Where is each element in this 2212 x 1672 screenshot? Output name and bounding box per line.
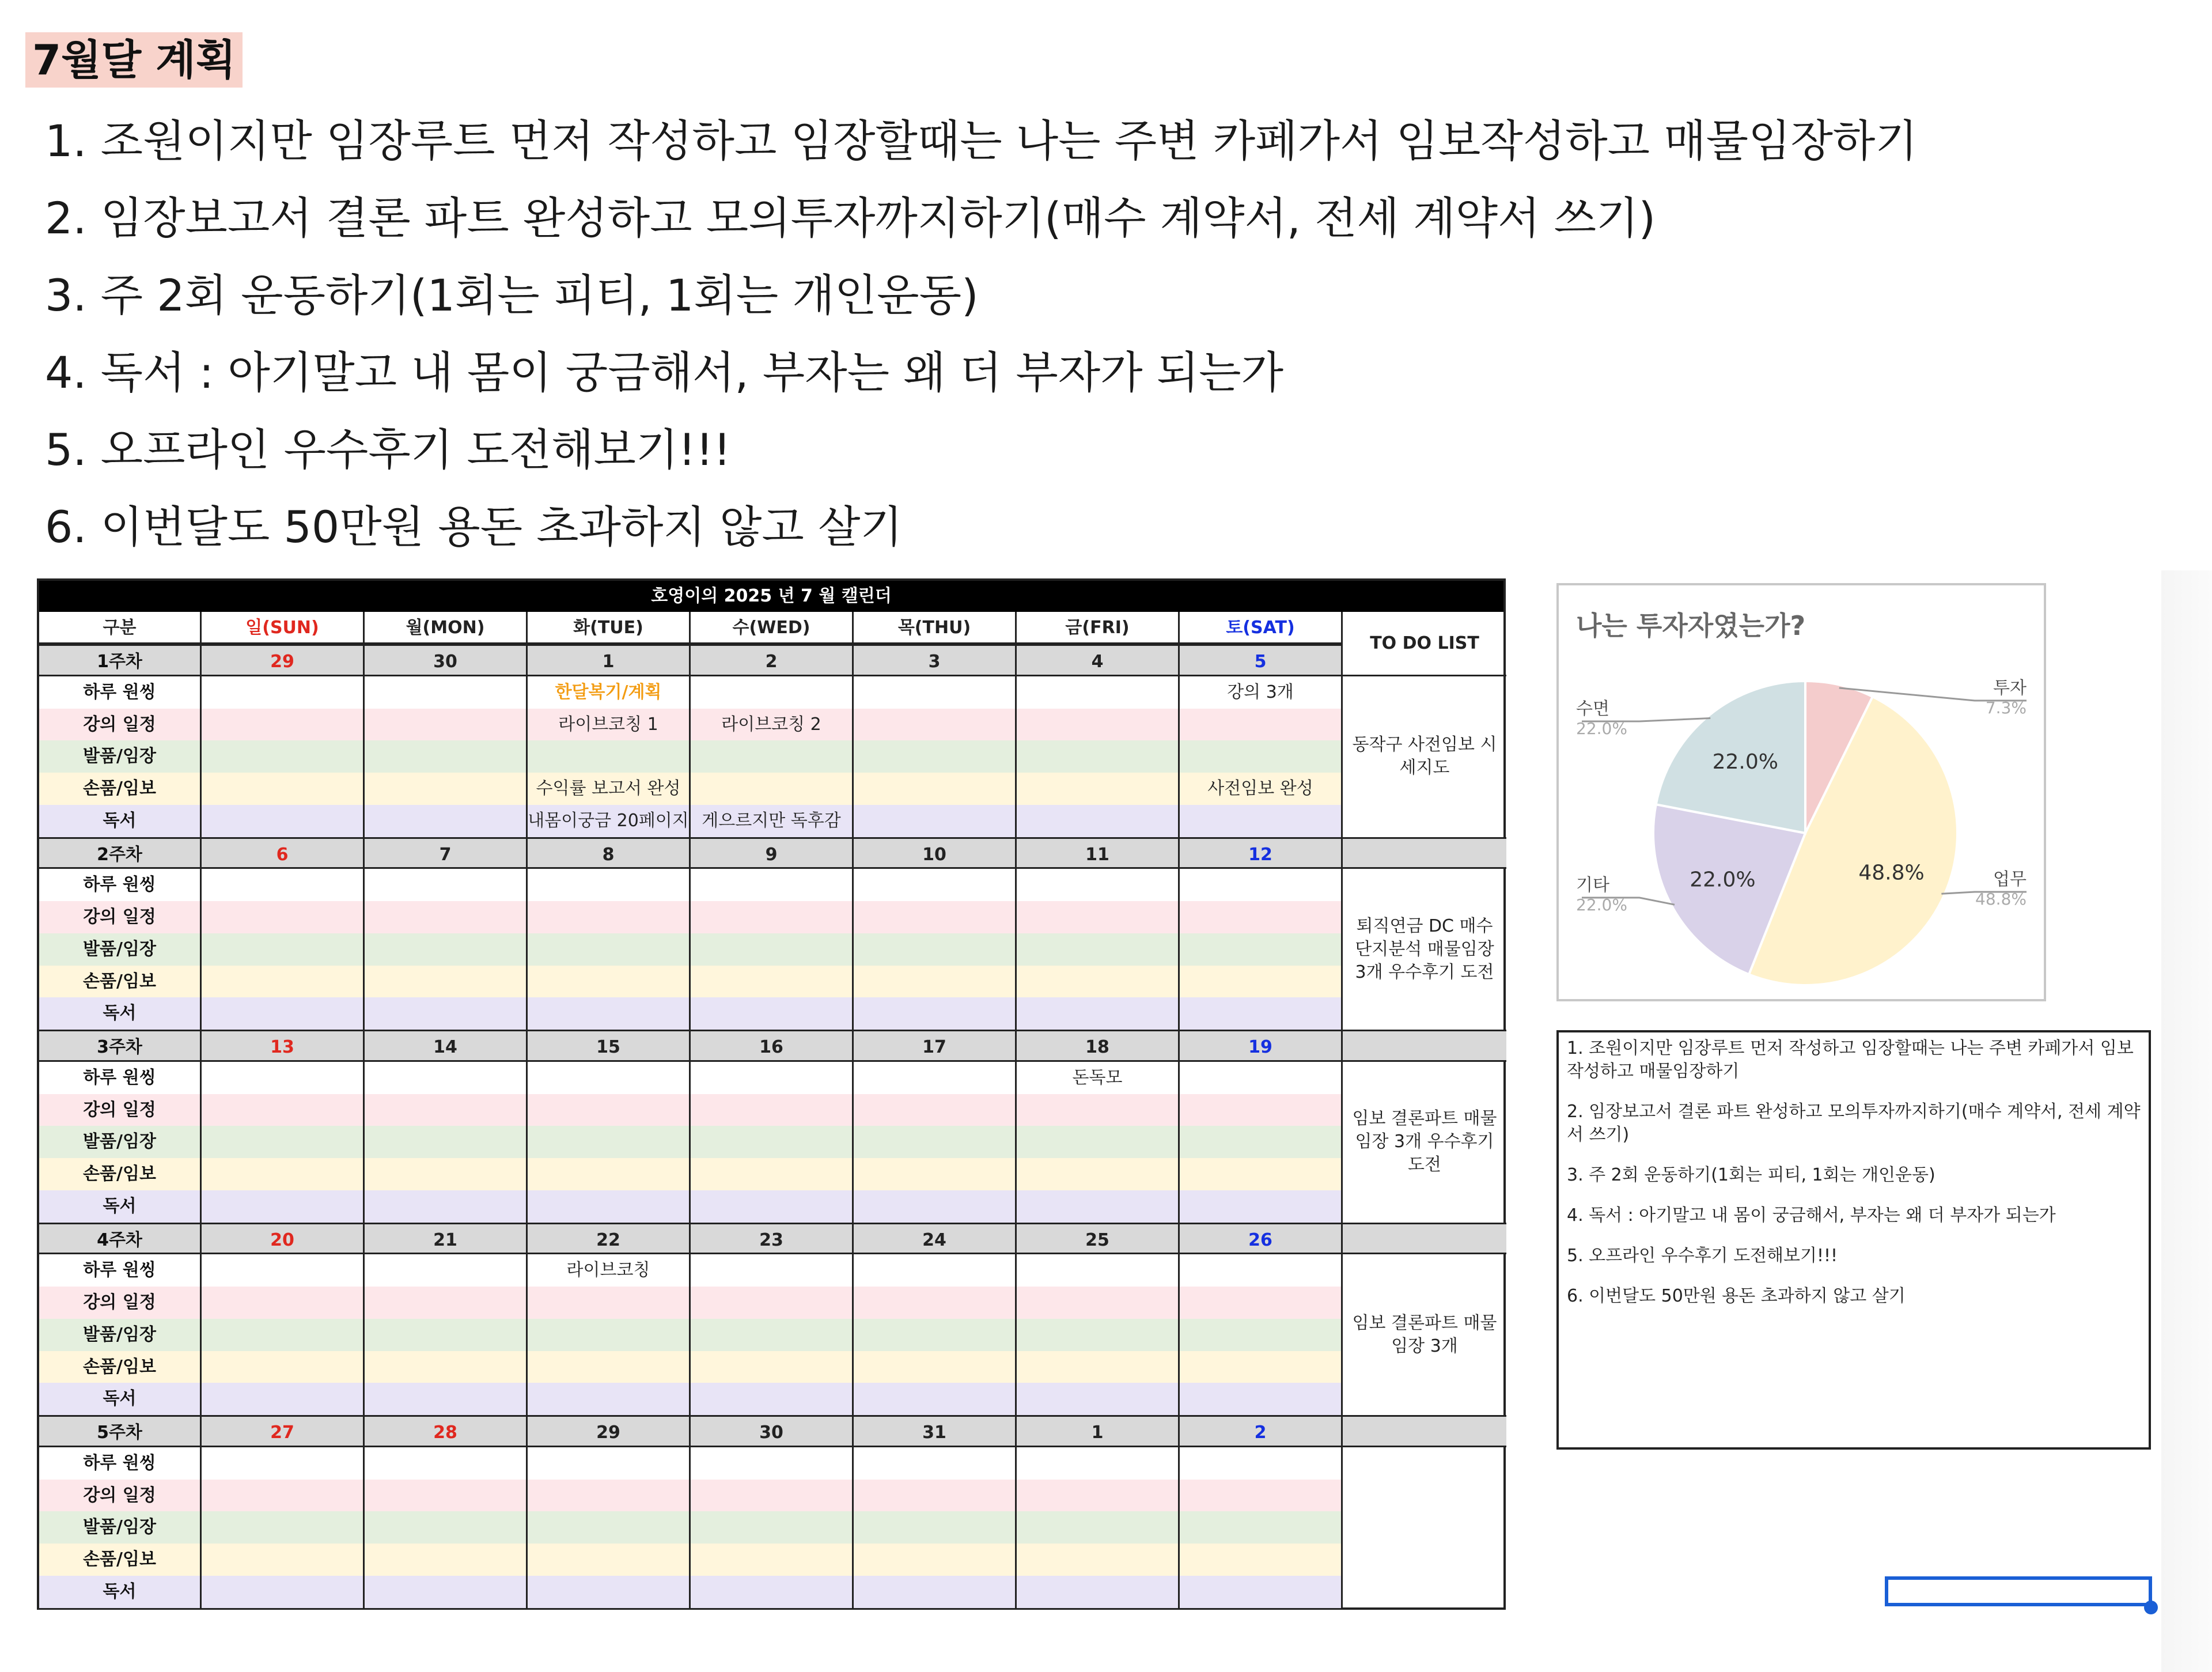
- todo-cell[interactable]: 임보 결론파트 매물임장 3개 우수후기 도전: [1352, 1109, 1497, 1175]
- date-cell[interactable]: 5: [1180, 644, 1343, 676]
- schedule-cell[interactable]: [691, 901, 854, 933]
- schedule-cell[interactable]: [691, 773, 854, 805]
- schedule-cell[interactable]: [1017, 1351, 1180, 1383]
- plan-item[interactable]: 5. 오프라인 우수후기 도전해보기!!!: [45, 424, 731, 475]
- date-cell[interactable]: 30: [365, 644, 528, 676]
- schedule-cell[interactable]: [691, 997, 854, 1030]
- schedule-cell[interactable]: [1017, 805, 1180, 837]
- row-label: 발품/임장: [39, 933, 202, 966]
- schedule-cell[interactable]: [528, 1351, 691, 1383]
- schedule-cell[interactable]: [1017, 1190, 1180, 1223]
- schedule-cell[interactable]: [1180, 1190, 1343, 1223]
- schedule-cell[interactable]: [202, 869, 365, 901]
- schedule-cell[interactable]: [691, 1544, 854, 1576]
- plan-item[interactable]: 1. 조원이지만 임장루트 먼저 작성하고 임장할때는 나는 주변 카페가서 임보작성하고 매물임장하기: [45, 115, 1918, 167]
- schedule-cell[interactable]: [202, 933, 365, 966]
- schedule-cell[interactable]: [528, 1511, 691, 1544]
- schedule-cell[interactable]: 게으르지만 독후감: [691, 805, 854, 837]
- schedule-cell[interactable]: [854, 966, 1017, 998]
- schedule-cell[interactable]: [365, 901, 528, 933]
- todo-cell[interactable]: 임보 결론파트 매물임장 3개: [1352, 1312, 1497, 1356]
- schedule-cell[interactable]: [1017, 1576, 1180, 1608]
- schedule-cell[interactable]: [202, 1190, 365, 1223]
- pie-chart: [1559, 585, 2044, 999]
- week-label: 4주차: [39, 1223, 202, 1255]
- row-label: 하루 원씽: [39, 1062, 202, 1094]
- date-cell[interactable]: 26: [1180, 1223, 1343, 1255]
- legend-value: 22.0%: [1576, 719, 1627, 738]
- schedule-cell[interactable]: [691, 1254, 854, 1287]
- schedule-cell[interactable]: [528, 1480, 691, 1512]
- todo-cell[interactable]: 동작구 사전임보 시세지도: [1352, 735, 1497, 778]
- schedule-cell[interactable]: [1180, 1094, 1343, 1126]
- schedule-cell[interactable]: [1017, 709, 1180, 741]
- schedule-cell[interactable]: [202, 1287, 365, 1319]
- textbox-line: 6. 이번달도 50만원 용돈 초과하지 않고 살기: [1567, 1286, 1906, 1306]
- row-label: 하루 원씽: [39, 1254, 202, 1287]
- schedule-cell[interactable]: [691, 1447, 854, 1480]
- week-label: 3주차: [39, 1030, 202, 1062]
- schedule-cell[interactable]: [202, 1480, 365, 1512]
- schedule-cell[interactable]: [365, 1190, 528, 1223]
- schedule-cell[interactable]: [202, 1158, 365, 1190]
- schedule-cell[interactable]: [365, 805, 528, 837]
- schedule-cell[interactable]: [202, 740, 365, 773]
- day-header: 목(THU): [854, 612, 1017, 644]
- schedule-cell[interactable]: [1180, 1158, 1343, 1190]
- schedule-cell[interactable]: [1017, 933, 1180, 966]
- schedule-cell[interactable]: [1017, 1544, 1180, 1576]
- date-cell[interactable]: 31: [854, 1415, 1017, 1447]
- schedule-cell[interactable]: [202, 1126, 365, 1158]
- schedule-cell[interactable]: [854, 1319, 1017, 1351]
- day-header: 토(SAT): [1180, 612, 1343, 644]
- schedule-cell[interactable]: [854, 1190, 1017, 1223]
- schedule-cell[interactable]: [202, 676, 365, 709]
- schedule-cell[interactable]: [365, 933, 528, 966]
- schedule-cell[interactable]: 라이브코칭: [528, 1254, 691, 1287]
- schedule-cell[interactable]: [528, 1383, 691, 1415]
- date-cell[interactable]: 10: [854, 837, 1017, 869]
- schedule-cell[interactable]: [854, 709, 1017, 741]
- slice-value-label: 22.0%: [1712, 750, 1778, 774]
- todo-week-cell[interactable]: [1343, 837, 1506, 869]
- schedule-cell[interactable]: [854, 773, 1017, 805]
- schedule-cell[interactable]: [1180, 966, 1343, 998]
- schedule-cell[interactable]: [1017, 997, 1180, 1030]
- schedule-cell[interactable]: [202, 1062, 365, 1094]
- schedule-cell[interactable]: [528, 1158, 691, 1190]
- textbox-line: 3. 주 2회 운동하기(1회는 피티, 1회는 개인운동): [1567, 1165, 1936, 1185]
- schedule-cell[interactable]: [854, 1480, 1017, 1512]
- row-label: 독서: [39, 1383, 202, 1415]
- date-cell[interactable]: 23: [691, 1223, 854, 1255]
- schedule-cell[interactable]: [365, 1287, 528, 1319]
- schedule-cell[interactable]: [365, 966, 528, 998]
- row-label: 강의 일정: [39, 709, 202, 741]
- date-cell[interactable]: 27: [202, 1415, 365, 1447]
- date-cell[interactable]: 7: [365, 837, 528, 869]
- row-label: 발품/임장: [39, 1319, 202, 1351]
- date-cell[interactable]: 25: [1017, 1223, 1180, 1255]
- schedule-cell[interactable]: [202, 997, 365, 1030]
- schedule-cell[interactable]: [854, 1576, 1017, 1608]
- schedule-cell[interactable]: [854, 1062, 1017, 1094]
- schedule-cell[interactable]: [1017, 740, 1180, 773]
- schedule-cell[interactable]: 라이브코칭 1: [528, 709, 691, 741]
- textbox-line: 1. 조원이지만 임장루트 먼저 작성하고 임장할때는 나는 주변 카페가서 임보작성하고 매물임장하기: [1567, 1038, 2134, 1081]
- schedule-cell[interactable]: [1180, 1383, 1343, 1415]
- row-label: 손품/임보: [39, 773, 202, 805]
- schedule-cell[interactable]: [202, 901, 365, 933]
- schedule-cell[interactable]: [1180, 1544, 1343, 1576]
- schedule-cell[interactable]: [528, 1094, 691, 1126]
- schedule-cell[interactable]: [854, 1094, 1017, 1126]
- row-label: 강의 일정: [39, 1287, 202, 1319]
- pie-chart-card[interactable]: [1556, 583, 2046, 1001]
- date-cell[interactable]: 12: [1180, 837, 1343, 869]
- schedule-cell[interactable]: [1017, 1319, 1180, 1351]
- schedule-cell[interactable]: [528, 740, 691, 773]
- row-label: 독서: [39, 1190, 202, 1223]
- schedule-cell[interactable]: [528, 901, 691, 933]
- date-cell[interactable]: 1: [1017, 1415, 1180, 1447]
- schedule-cell[interactable]: [854, 1126, 1017, 1158]
- schedule-cell[interactable]: [854, 1447, 1017, 1480]
- schedule-cell[interactable]: [1017, 676, 1180, 709]
- schedule-cell[interactable]: [691, 933, 854, 966]
- date-cell[interactable]: 19: [1180, 1030, 1343, 1062]
- schedule-cell[interactable]: [1017, 1447, 1180, 1480]
- schedule-cell[interactable]: [691, 1062, 854, 1094]
- textbox-line: 4. 독서 : 아기말고 내 몸이 궁금해서, 부자는 왜 더 부자가 되는가: [1567, 1205, 2056, 1225]
- schedule-cell[interactable]: [528, 997, 691, 1030]
- legend-value: 7.3%: [1985, 698, 2027, 717]
- schedule-cell[interactable]: [1180, 1126, 1343, 1158]
- schedule-cell[interactable]: [365, 1319, 528, 1351]
- todo-list-header: TO DO LIST: [1343, 612, 1506, 676]
- legend-value: 22.0%: [1576, 895, 1627, 914]
- schedule-cell[interactable]: [1180, 997, 1343, 1030]
- date-cell[interactable]: 8: [528, 837, 691, 869]
- schedule-cell[interactable]: [365, 1126, 528, 1158]
- row-label: 하루 원씽: [39, 676, 202, 709]
- row-label: 하루 원씽: [39, 1447, 202, 1480]
- schedule-cell[interactable]: [365, 1511, 528, 1544]
- page-title: 7월달 계획: [25, 32, 243, 88]
- date-cell[interactable]: 4: [1017, 644, 1180, 676]
- legend-value: 48.8%: [1975, 890, 2027, 909]
- schedule-cell[interactable]: [202, 1254, 365, 1287]
- schedule-cell[interactable]: [365, 1480, 528, 1512]
- plan-list: [45, 103, 1918, 566]
- schedule-cell[interactable]: [854, 1544, 1017, 1576]
- week-label: 2주차: [39, 837, 202, 869]
- calendar-title: 호영이의 2025 년 7 월 캘린더: [39, 581, 1503, 612]
- schedule-cell[interactable]: [691, 966, 854, 998]
- schedule-cell[interactable]: [1017, 1158, 1180, 1190]
- schedule-cell[interactable]: [528, 966, 691, 998]
- schedule-cell[interactable]: 라이브코칭 2: [691, 709, 854, 741]
- schedule-cell[interactable]: [528, 1190, 691, 1223]
- schedule-cell[interactable]: [528, 1319, 691, 1351]
- date-cell[interactable]: 3: [854, 644, 1017, 676]
- schedule-cell[interactable]: [1180, 869, 1343, 901]
- schedule-cell[interactable]: [365, 1544, 528, 1576]
- schedule-cell[interactable]: [1017, 1480, 1180, 1512]
- schedule-cell[interactable]: [528, 1576, 691, 1608]
- schedule-cell[interactable]: [365, 1062, 528, 1094]
- week-label: 1주차: [39, 644, 202, 676]
- schedule-cell[interactable]: [1017, 773, 1180, 805]
- schedule-cell[interactable]: [691, 1351, 854, 1383]
- schedule-cell[interactable]: [202, 1094, 365, 1126]
- schedule-cell[interactable]: [365, 1383, 528, 1415]
- row-label: 손품/임보: [39, 1158, 202, 1190]
- schedule-cell[interactable]: 돈독모: [1017, 1062, 1180, 1094]
- schedule-cell[interactable]: 수익률 보고서 완성: [528, 773, 691, 805]
- date-cell[interactable]: 6: [202, 837, 365, 869]
- row-label: 손품/임보: [39, 1351, 202, 1383]
- schedule-cell[interactable]: [1017, 1383, 1180, 1415]
- schedule-cell[interactable]: [528, 933, 691, 966]
- chart-title: 나는 투자자였는가?: [1576, 610, 1806, 641]
- schedule-cell[interactable]: [528, 1062, 691, 1094]
- row-label: 강의 일정: [39, 1480, 202, 1512]
- schedule-cell[interactable]: [365, 773, 528, 805]
- textbox-line: 2. 임장보고서 결론 파트 완성하고 모의투자까지하기(매수 계약서, 전세 계약서 쓰기): [1567, 1102, 2141, 1145]
- legend-label: 투자: [1993, 678, 2027, 698]
- schedule-cell[interactable]: [691, 1287, 854, 1319]
- schedule-cell[interactable]: [365, 1094, 528, 1126]
- row-label: 강의 일정: [39, 901, 202, 933]
- date-cell[interactable]: 24: [854, 1223, 1017, 1255]
- schedule-cell[interactable]: [202, 805, 365, 837]
- schedule-cell[interactable]: [365, 709, 528, 741]
- row-label: 강의 일정: [39, 1094, 202, 1126]
- schedule-cell[interactable]: [691, 869, 854, 901]
- schedule-cell[interactable]: 한달복기/계획: [528, 676, 691, 709]
- schedule-cell[interactable]: [365, 1576, 528, 1608]
- date-cell[interactable]: 17: [854, 1030, 1017, 1062]
- row-label: 손품/임보: [39, 966, 202, 998]
- schedule-cell[interactable]: [854, 1351, 1017, 1383]
- calendar-image[interactable]: [37, 578, 1506, 1610]
- date-cell[interactable]: 14: [365, 1030, 528, 1062]
- schedule-cell[interactable]: [1180, 901, 1343, 933]
- schedule-cell[interactable]: [854, 740, 1017, 773]
- schedule-cell[interactable]: [1017, 901, 1180, 933]
- schedule-cell[interactable]: [854, 1158, 1017, 1190]
- slice-value-label: 48.8%: [1858, 861, 1925, 885]
- schedule-cell[interactable]: 사전임보 완성: [1180, 773, 1343, 805]
- todo-cell[interactable]: 퇴직연금 DC 매수 단지분석 매물임장 3개 우수후기 도전: [1355, 916, 1494, 982]
- schedule-cell[interactable]: [854, 1383, 1017, 1415]
- day-header: 수(WED): [691, 612, 854, 644]
- canvas-edge-shade: [2161, 570, 2212, 1672]
- schedule-cell[interactable]: [365, 997, 528, 1030]
- schedule-cell[interactable]: [854, 997, 1017, 1030]
- date-cell[interactable]: 21: [365, 1223, 528, 1255]
- date-cell[interactable]: 22: [528, 1223, 691, 1255]
- schedule-cell[interactable]: 강의 3개: [1180, 676, 1343, 709]
- week-label: 5주차: [39, 1415, 202, 1447]
- schedule-cell[interactable]: [1180, 1287, 1343, 1319]
- schedule-cell[interactable]: 내몸이궁금 20페이지: [528, 805, 691, 837]
- schedule-cell[interactable]: [1017, 1511, 1180, 1544]
- schedule-cell[interactable]: [691, 1094, 854, 1126]
- legend-label: 수면: [1576, 699, 1609, 719]
- textbox-line: 5. 오프라인 우수후기 도전해보기!!!: [1567, 1246, 1838, 1266]
- date-cell[interactable]: 29: [528, 1415, 691, 1447]
- date-cell[interactable]: 1: [528, 644, 691, 676]
- schedule-cell[interactable]: [1017, 1287, 1180, 1319]
- schedule-cell[interactable]: [365, 1351, 528, 1383]
- todo-week-cell[interactable]: [1343, 1415, 1506, 1447]
- schedule-cell[interactable]: [1180, 1351, 1343, 1383]
- schedule-cell[interactable]: [691, 1158, 854, 1190]
- schedule-cell[interactable]: [365, 740, 528, 773]
- schedule-cell[interactable]: [202, 1351, 365, 1383]
- schedule-cell[interactable]: [365, 1158, 528, 1190]
- schedule-cell[interactable]: [691, 1319, 854, 1351]
- todo-week-cell[interactable]: [1343, 1223, 1506, 1255]
- date-cell[interactable]: 20: [202, 1223, 365, 1255]
- schedule-cell[interactable]: [1180, 933, 1343, 966]
- plan-item[interactable]: 6. 이번달도 50만원 용돈 초과하지 않고 살기: [45, 501, 903, 553]
- schedule-cell[interactable]: [202, 709, 365, 741]
- day-header: 금(FRI): [1017, 612, 1180, 644]
- schedule-cell[interactable]: [1017, 966, 1180, 998]
- schedule-cell[interactable]: [528, 869, 691, 901]
- schedule-cell[interactable]: [854, 805, 1017, 837]
- schedule-cell[interactable]: [1180, 1254, 1343, 1287]
- date-cell[interactable]: 16: [691, 1030, 854, 1062]
- schedule-cell[interactable]: [1017, 869, 1180, 901]
- date-cell[interactable]: 9: [691, 837, 854, 869]
- schedule-cell[interactable]: [528, 1544, 691, 1576]
- legend-label: 업무: [1993, 869, 2027, 890]
- date-cell[interactable]: 30: [691, 1415, 854, 1447]
- schedule-cell[interactable]: [1180, 1062, 1343, 1094]
- row-label: 하루 원씽: [39, 869, 202, 901]
- schedule-cell[interactable]: [854, 1254, 1017, 1287]
- schedule-cell[interactable]: [528, 1447, 691, 1480]
- resize-handle[interactable]: [2144, 1601, 2158, 1614]
- todo-cell[interactable]: [1343, 1447, 1506, 1608]
- row-label: 발품/임장: [39, 1126, 202, 1158]
- schedule-cell[interactable]: [365, 869, 528, 901]
- schedule-cell[interactable]: [1017, 1126, 1180, 1158]
- date-cell[interactable]: 28: [365, 1415, 528, 1447]
- slice-value-label: 22.0%: [1690, 868, 1756, 892]
- schedule-cell[interactable]: [691, 1383, 854, 1415]
- calendar-grid: [39, 612, 1503, 1608]
- date-cell[interactable]: 18: [1017, 1030, 1180, 1062]
- schedule-cell[interactable]: [691, 1480, 854, 1512]
- row-label: 독서: [39, 1576, 202, 1608]
- plan-textbox[interactable]: [1556, 1030, 2151, 1450]
- schedule-cell[interactable]: [854, 901, 1017, 933]
- schedule-cell[interactable]: [528, 1126, 691, 1158]
- schedule-cell[interactable]: [202, 1576, 365, 1608]
- schedule-cell[interactable]: [202, 773, 365, 805]
- date-cell[interactable]: 2: [691, 644, 854, 676]
- schedule-cell[interactable]: [1017, 1094, 1180, 1126]
- schedule-cell[interactable]: [1180, 1511, 1343, 1544]
- schedule-cell[interactable]: [365, 1254, 528, 1287]
- date-cell[interactable]: 15: [528, 1030, 691, 1062]
- date-cell[interactable]: 29: [202, 644, 365, 676]
- schedule-cell[interactable]: [202, 1511, 365, 1544]
- schedule-cell[interactable]: [202, 1319, 365, 1351]
- plan-item[interactable]: 3. 주 2회 운동하기(1회는 피티, 1회는 개인운동): [45, 270, 979, 321]
- row-label: 손품/임보: [39, 1544, 202, 1576]
- date-cell[interactable]: 2: [1180, 1415, 1343, 1447]
- schedule-cell[interactable]: [691, 740, 854, 773]
- plan-item[interactable]: 4. 독서 : 아기말고 내 몸이 궁금해서, 부자는 왜 더 부자가 되는가: [45, 347, 1283, 398]
- schedule-cell[interactable]: [854, 1511, 1017, 1544]
- schedule-cell[interactable]: [1180, 1480, 1343, 1512]
- schedule-cell[interactable]: [1180, 709, 1343, 741]
- schedule-cell[interactable]: [1180, 805, 1343, 837]
- schedule-cell[interactable]: [365, 1447, 528, 1480]
- schedule-cell[interactable]: [691, 1511, 854, 1544]
- schedule-cell[interactable]: [691, 1126, 854, 1158]
- schedule-cell[interactable]: [202, 1447, 365, 1480]
- schedule-cell[interactable]: [691, 1190, 854, 1223]
- day-header: 화(TUE): [528, 612, 691, 644]
- schedule-cell[interactable]: [1180, 1319, 1343, 1351]
- date-cell[interactable]: 11: [1017, 837, 1180, 869]
- date-cell[interactable]: 13: [202, 1030, 365, 1062]
- schedule-cell[interactable]: [1180, 1447, 1343, 1480]
- schedule-cell[interactable]: [202, 966, 365, 998]
- todo-week-cell[interactable]: [1343, 1030, 1506, 1062]
- schedule-cell[interactable]: [1180, 740, 1343, 773]
- day-header: 월(MON): [365, 612, 528, 644]
- row-label: 발품/임장: [39, 1511, 202, 1544]
- row-label: 독서: [39, 997, 202, 1030]
- schedule-cell[interactable]: [691, 1576, 854, 1608]
- schedule-cell[interactable]: [202, 1383, 365, 1415]
- legend-label: 기타: [1576, 875, 1609, 895]
- category-header: 구분: [39, 612, 202, 644]
- schedule-cell[interactable]: [854, 676, 1017, 709]
- plan-item[interactable]: 2. 임장보고서 결론 파트 완성하고 모의투자까지하기(매수 계약서, 전세 계약서 쓰기): [45, 192, 1656, 244]
- schedule-cell[interactable]: [528, 1287, 691, 1319]
- schedule-cell[interactable]: [1180, 1576, 1343, 1608]
- schedule-cell[interactable]: [854, 933, 1017, 966]
- schedule-cell[interactable]: [854, 1287, 1017, 1319]
- day-header: 일(SUN): [202, 612, 365, 644]
- row-label: 발품/임장: [39, 740, 202, 773]
- row-label: 독서: [39, 805, 202, 837]
- selection-box[interactable]: [1885, 1576, 2152, 1606]
- schedule-cell[interactable]: [691, 676, 854, 709]
- schedule-cell[interactable]: [365, 676, 528, 709]
- schedule-cell[interactable]: [854, 869, 1017, 901]
- schedule-cell[interactable]: [1017, 1254, 1180, 1287]
- schedule-cell[interactable]: [202, 1544, 365, 1576]
